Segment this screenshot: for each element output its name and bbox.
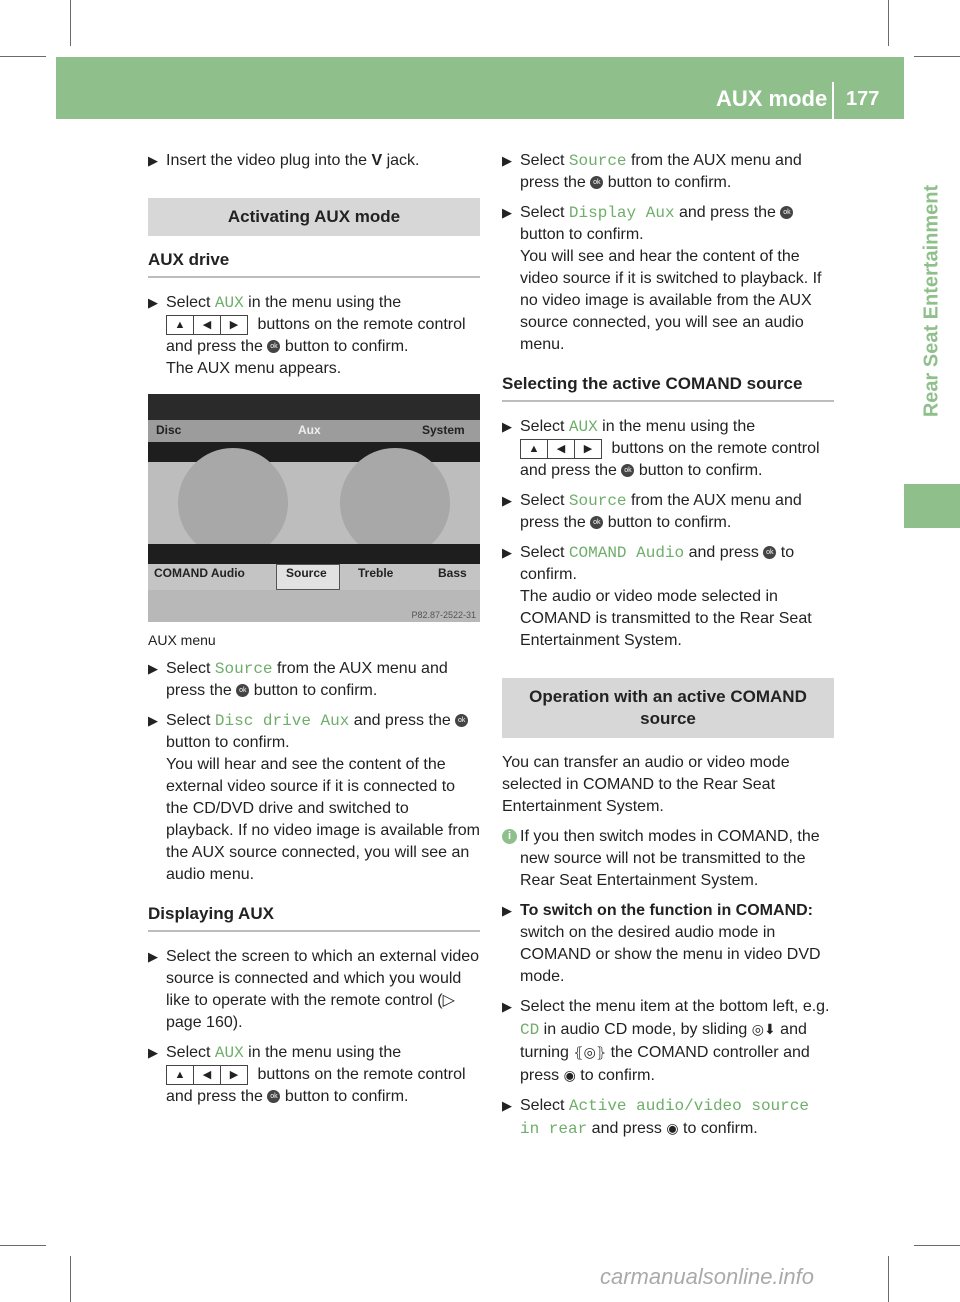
up-key-icon: ▲	[166, 315, 194, 335]
step-select-comand-audio: ▶ Select COMAND Audio and press ok to confirm. The audio or video mode selected in COMAND is transmitted to the Rear Seat Entertainment System.	[502, 544, 812, 649]
figure-caption: AUX menu	[148, 632, 216, 648]
press-controller-icon: ◉	[666, 1120, 679, 1136]
ok-button-icon: ok	[590, 516, 603, 529]
step-select-screen: ▶ Select the screen to which an external video source is connected and which you would like to operate with the remote control (▷ page 160).	[148, 948, 480, 1031]
step-select-source: ▶ Select Source from the AUX menu and press the ok button to confirm.	[502, 152, 802, 191]
crop-mark	[70, 0, 71, 46]
body-paragraph: You can transfer an audio or video mode selected in COMAND to the Rear Seat Entertainment System.	[502, 754, 790, 815]
step-select-disc-drive: ▶ Select Disc drive Aux and press the ok button to confirm. You will hear and see the content of the external video source if it is connected to the CD/DVD drive and switched to playback. If no video image is available from the AUX source connected, you will see an audio menu.	[148, 712, 480, 883]
screen-button-source: Source	[286, 566, 327, 580]
arrow-icon: ▶	[148, 295, 158, 310]
crop-mark	[888, 0, 889, 46]
ok-button-icon: ok	[590, 176, 603, 189]
crop-mark	[0, 1245, 46, 1246]
sub-heading: AUX drive	[148, 250, 480, 278]
crop-mark	[0, 56, 46, 57]
up-key-icon: ▲	[520, 439, 548, 459]
ok-button-icon: ok	[780, 206, 793, 219]
arrow-icon: ▶	[148, 661, 158, 676]
press-controller-icon: ◉	[563, 1067, 576, 1083]
page-title: AUX mode	[716, 86, 828, 111]
up-key-icon: ▲	[166, 1065, 194, 1085]
sub-heading: Selecting the active COMAND source	[502, 374, 834, 402]
screen-button-comand-audio: COMAND Audio	[154, 566, 245, 580]
crop-mark	[888, 1256, 889, 1302]
left-key-icon: ◀	[193, 315, 221, 335]
crop-mark	[914, 56, 960, 57]
remote-keys	[520, 439, 601, 459]
arrow-icon: ▶	[502, 205, 512, 220]
step-select-source-2: ▶ Select Source from the AUX menu and press the ok button to confirm.	[502, 492, 802, 531]
page-reference: ▷ page 160	[166, 992, 455, 1031]
step-select-aux-2: ▶ Select AUX in the menu using the ▲ ◀ ▶ buttons on the remote control and press the ok button to confirm.	[148, 1044, 466, 1105]
side-tab	[904, 120, 960, 482]
remote-keys	[166, 1065, 247, 1085]
step-select-aux: ▶ Select AUX in the menu using the ▲ ◀ ▶ buttons on the remote control and press the ok button to confirm.	[502, 418, 820, 479]
crop-mark	[914, 1245, 960, 1246]
info-note: i If you then switch modes in COMAND, the new source will not be transmitted to the Rear Seat Entertainment System.	[502, 826, 834, 892]
arrow-icon: ▶	[502, 419, 512, 434]
step-select-source: ▶ Select Source from the AUX menu and press the ok button to confirm.	[148, 660, 448, 699]
arrow-icon: ▶	[148, 153, 158, 168]
right-column	[502, 150, 834, 1148]
left-key-icon: ◀	[547, 439, 575, 459]
screen-button-bass: Bass	[438, 566, 467, 580]
ok-button-icon: ok	[621, 464, 634, 477]
ok-button-icon: ok	[236, 684, 249, 697]
screen-tab-system: System	[422, 423, 465, 437]
arrow-icon: ▶	[148, 1045, 158, 1060]
ok-button-icon: ok	[455, 714, 468, 727]
arrow-icon: ▶	[502, 999, 512, 1014]
watermark: carmanualsonline.info	[600, 1264, 815, 1289]
info-icon: i	[502, 829, 517, 844]
ok-button-icon: ok	[763, 546, 776, 559]
arrow-icon: ▶	[502, 903, 512, 918]
step-select-display-aux: ▶ Select Display Aux and press the ok button to confirm. You will see and hear the content of the video source if it is switched to playback. If no video image is available from the AUX source connected, you will see an audio menu.	[502, 204, 822, 353]
arrow-icon: ▶	[502, 545, 512, 560]
left-key-icon: ◀	[193, 1065, 221, 1085]
right-key-icon: ▶	[220, 315, 248, 335]
step-select-active-source: ▶ Select Active audio/video source in rear and press ◉ to confirm.	[502, 1097, 809, 1138]
left-column	[148, 150, 480, 1116]
crop-mark	[70, 1256, 71, 1302]
sub-heading: Displaying AUX	[148, 904, 480, 932]
screen-tab-disc: Disc	[156, 423, 182, 437]
section-title: Operation with an active COMAND source	[502, 678, 834, 738]
image-code: P82.87-2522-31	[411, 610, 476, 620]
turn-controller-icon: ⦃◎⦄	[573, 1044, 607, 1060]
step-select-menu-item: ▶ Select the menu item at the bottom left, e.g. CD in audio CD mode, by sliding ◎⬇ and turning ⦃◎⦄ the COMAND controller and press ◉ to confirm.	[502, 998, 830, 1084]
step-insert-plug: ▶ Insert the video plug into the V jack.	[148, 150, 480, 172]
arrow-icon: ▶	[148, 713, 158, 728]
ok-button-icon: ok	[267, 1090, 280, 1103]
ok-button-icon: ok	[267, 340, 280, 353]
side-tab-label: Rear Seat Entertainment	[920, 184, 943, 418]
aux-menu-screenshot	[148, 394, 480, 622]
header-divider	[832, 82, 834, 120]
slide-controller-icon: ◎⬇	[751, 1021, 776, 1037]
step-select-aux: ▶ Select AUX in the menu using the ▲ ◀ ▶ buttons on the remote control and press the ok button to confirm. The AUX menu appears.	[148, 294, 466, 377]
step-switch-on-function: ▶ To switch on the function in COMAND: switch on the desired audio mode in COMAND or show the menu in video DVD mode.	[502, 902, 821, 985]
screen-tab-aux: Aux	[298, 423, 321, 437]
arrow-icon: ▶	[502, 493, 512, 508]
arrow-icon: ▶	[502, 153, 512, 168]
section-title: Activating AUX mode	[148, 198, 480, 236]
remote-keys	[166, 315, 247, 335]
screen-button-treble: Treble	[358, 566, 394, 580]
page-number: 177	[846, 88, 880, 110]
right-key-icon: ▶	[220, 1065, 248, 1085]
side-tab-block	[904, 484, 960, 528]
arrow-icon: ▶	[148, 949, 158, 964]
arrow-icon: ▶	[502, 1098, 512, 1113]
right-key-icon: ▶	[574, 439, 602, 459]
